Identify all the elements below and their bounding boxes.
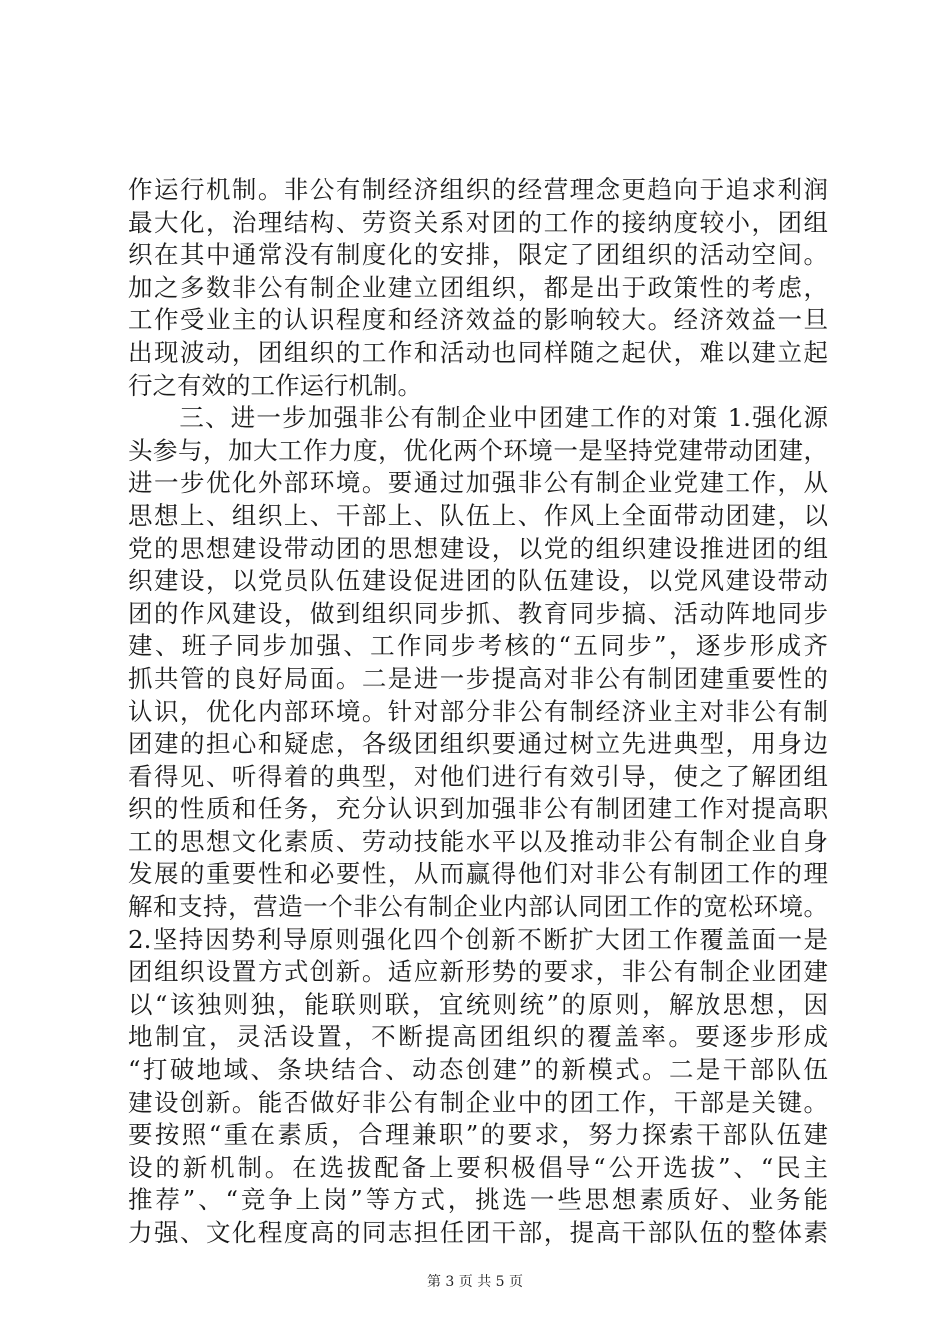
text-line: 工作受业主的认识程度和经济效益的影响较大。经济效益一旦 xyxy=(128,305,828,335)
text-line: 设的新机制。在选拔配备上要积极倡导“公开选拔”、“民主 xyxy=(128,1152,828,1182)
text-line: 最大化，治理结构、劳资关系对团的工作的接纳度较小，团组 xyxy=(128,207,828,237)
text-line: 建、班子同步加强、工作同步考核的“五同步”，逐步形成齐 xyxy=(128,631,828,661)
text-line: 出现波动，团组织的工作和活动也同样随之起伏，难以建立起 xyxy=(128,337,828,367)
text-line: 加之多数非公有制企业建立团组织，都是出于政策性的考虑， xyxy=(128,272,828,302)
text-line: 头参与，加大工作力度，优化两个环境一是坚持党建带动团建， xyxy=(128,435,828,465)
text-line: 发展的重要性和必要性，从而赢得他们对非公有制团工作的理 xyxy=(128,859,828,889)
text-line: 认识，优化内部环境。针对部分非公有制经济业主对非公有制 xyxy=(128,696,828,726)
text-line: 织建设，以党员队伍建设促进团的队伍建设，以党风建设带动 xyxy=(128,566,828,596)
text-line: 织在其中通常没有制度化的安排，限定了团组织的活动空间。 xyxy=(128,240,828,270)
body-text xyxy=(128,174,828,1250)
text-line: 推荐”、“竞争上岗”等方式，挑选一些思想素质好、业务能 xyxy=(128,1185,828,1215)
text-line: 工的思想文化素质、劳动技能水平以及推动非公有制企业自身 xyxy=(128,826,828,856)
text-line: 2.坚持因势利导原则强化四个创新不断扩大团工作覆盖面一是 xyxy=(128,924,828,954)
text-line: 三、进一步加强非公有制企业中团建工作的对策 1.强化源 xyxy=(128,403,828,433)
text-line: 团的作风建设，做到组织同步抓、教育同步搞、活动阵地同步 xyxy=(128,598,828,628)
text-line: 解和支持，营造一个非公有制企业内部认同团工作的宽松环境。 xyxy=(128,892,828,922)
text-line: 要按照“重在素质，合理兼职”的要求，努力探索干部队伍建 xyxy=(128,1120,828,1150)
text-line: 看得见、听得着的典型，对他们进行有效引导，使之了解团组 xyxy=(128,761,828,791)
text-line: 抓共管的良好局面。二是进一步提高对非公有制团建重要性的 xyxy=(128,663,828,693)
text-line: 作运行机制。非公有制经济组织的经营理念更趋向于追求利润 xyxy=(128,175,828,204)
text-line: 以“该独则独，能联则联，宜统则统”的原则，解放思想，因 xyxy=(128,989,828,1019)
text-line: 进一步优化外部环境。要通过加强非公有制企业党建工作，从 xyxy=(128,468,828,498)
text-line: “打破地域、条块结合、动态创建”的新模式。二是干部队伍 xyxy=(128,1055,828,1085)
text-line: 力强、文化程度高的同志担任团干部，提高干部队伍的整体素 xyxy=(128,1218,828,1247)
page-number-footer: 第 3 页 共 5 页 xyxy=(426,1274,524,1290)
text-line: 团组织设置方式创新。适应新形势的要求，非公有制企业团建 xyxy=(128,957,828,987)
text-line: 行之有效的工作运行机制。 xyxy=(128,370,422,400)
text-line: 地制宜，灵活设置，不断提高团组织的覆盖率。要逐步形成 xyxy=(128,1022,828,1052)
text-line: 织的性质和任务，充分认识到加强非公有制团建工作对提高职 xyxy=(128,794,828,824)
text-line: 思想上、组织上、干部上、队伍上、作风上全面带动团建，以 xyxy=(128,500,828,530)
text-line: 党的思想建设带动团的思想建设，以党的组织建设推进团的组 xyxy=(128,533,828,563)
text-line: 建设创新。能否做好非公有制企业中的团工作，干部是关键。 xyxy=(128,1087,828,1117)
text-line: 团建的担心和疑虑，各级团组织要通过树立先进典型，用身边 xyxy=(128,729,828,759)
